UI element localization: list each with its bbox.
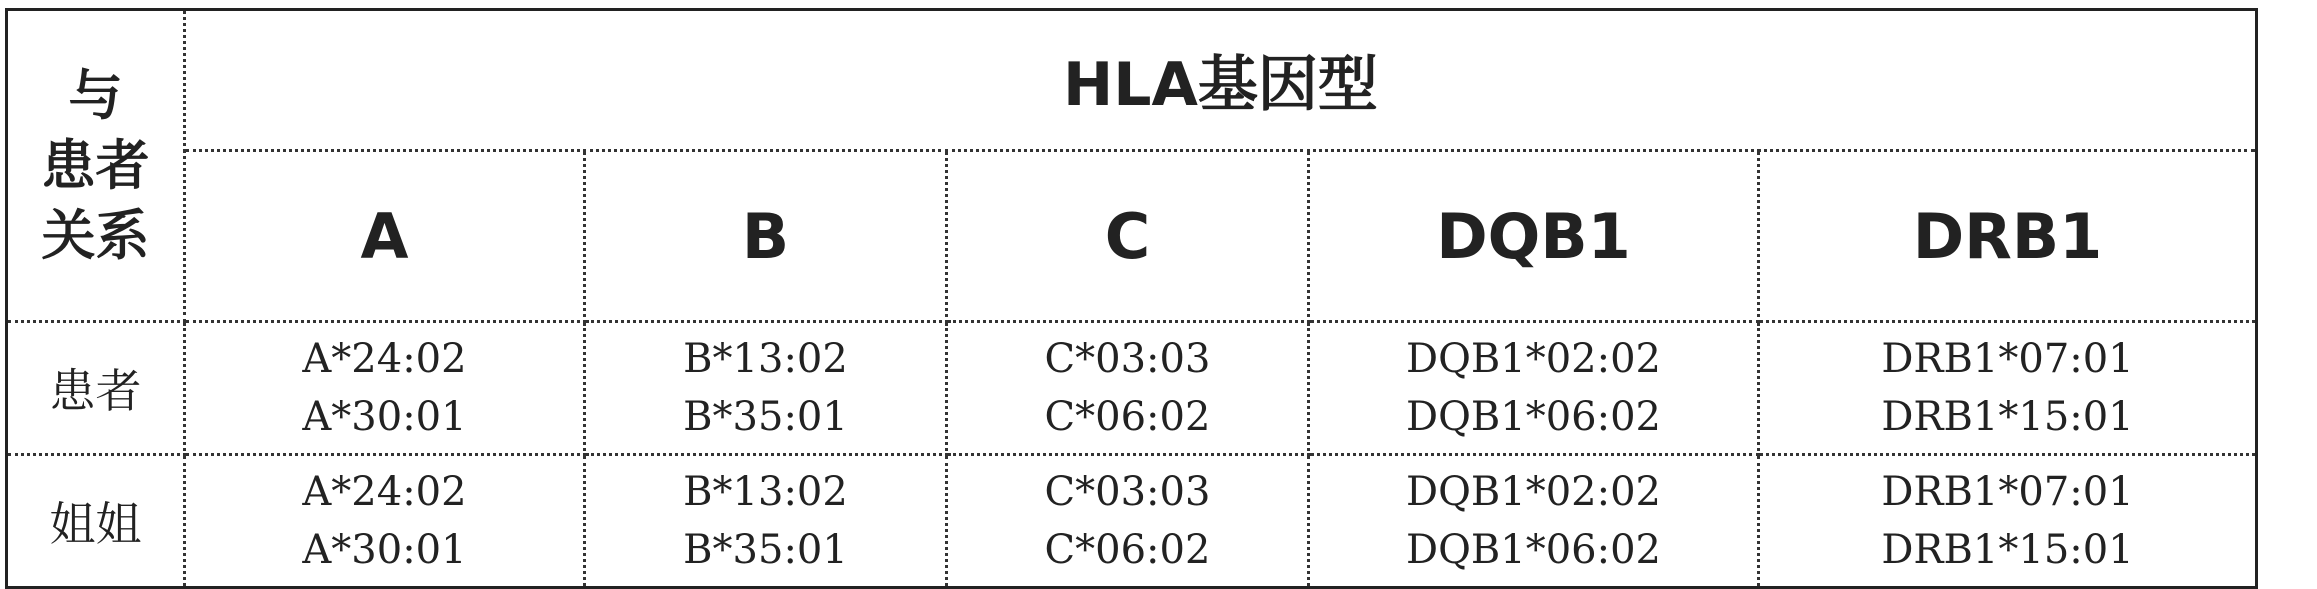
locus-header-dqb1: DQB1 xyxy=(1309,151,1759,322)
locus-header-drb1: DRB1 xyxy=(1759,151,2257,322)
relation-cell: 姐姐 xyxy=(7,455,185,588)
table-row-patient xyxy=(7,322,2257,455)
relation-header xyxy=(7,10,185,322)
allele: C*03:03 xyxy=(1044,469,1211,515)
allele-cell-a xyxy=(185,322,585,455)
allele: A*30:01 xyxy=(302,527,467,573)
allele: C*03:03 xyxy=(1044,336,1211,382)
locus-header-b: B xyxy=(585,151,947,322)
allele: DRB1*15:01 xyxy=(1881,527,2134,573)
header-row-group xyxy=(7,10,2257,151)
table-row-sister xyxy=(7,455,2257,588)
allele: DRB1*15:01 xyxy=(1881,394,2134,440)
allele-cell-c xyxy=(947,455,1309,588)
allele: C*06:02 xyxy=(1044,527,1211,573)
locus-header-a: A xyxy=(185,151,585,322)
allele: C*06:02 xyxy=(1044,394,1211,440)
allele-cell-b xyxy=(585,455,947,588)
allele-cell-drb1 xyxy=(1759,455,2257,588)
locus-header-c: C xyxy=(947,151,1309,322)
allele-cell-c xyxy=(947,322,1309,455)
allele: B*35:01 xyxy=(683,527,848,573)
allele: DQB1*06:02 xyxy=(1406,394,1661,440)
allele: A*24:02 xyxy=(302,336,467,382)
allele: DQB1*02:02 xyxy=(1406,469,1661,515)
allele-cell-dqb1 xyxy=(1309,455,1759,588)
relation-header-line: 与 xyxy=(68,63,123,127)
allele: DRB1*07:01 xyxy=(1881,336,2134,382)
allele-cell-dqb1 xyxy=(1309,322,1759,455)
allele: DRB1*07:01 xyxy=(1881,469,2134,515)
hla-genotype-header: HLA基因型 xyxy=(185,10,2257,151)
hla-genotype-table xyxy=(5,8,2258,589)
allele: A*24:02 xyxy=(302,469,467,515)
relation-cell: 患者 xyxy=(7,322,185,455)
allele: B*13:02 xyxy=(683,469,848,515)
allele-cell-a xyxy=(185,455,585,588)
allele-cell-drb1 xyxy=(1759,322,2257,455)
allele: A*30:01 xyxy=(302,394,467,440)
allele: B*35:01 xyxy=(683,394,848,440)
header-row-loci xyxy=(7,151,2257,322)
allele: DQB1*06:02 xyxy=(1406,527,1661,573)
relation-header-line: 关系 xyxy=(41,203,150,267)
allele: B*13:02 xyxy=(683,336,848,382)
relation-header-line: 患者 xyxy=(41,133,150,197)
allele-cell-b xyxy=(585,322,947,455)
allele: DQB1*02:02 xyxy=(1406,336,1661,382)
